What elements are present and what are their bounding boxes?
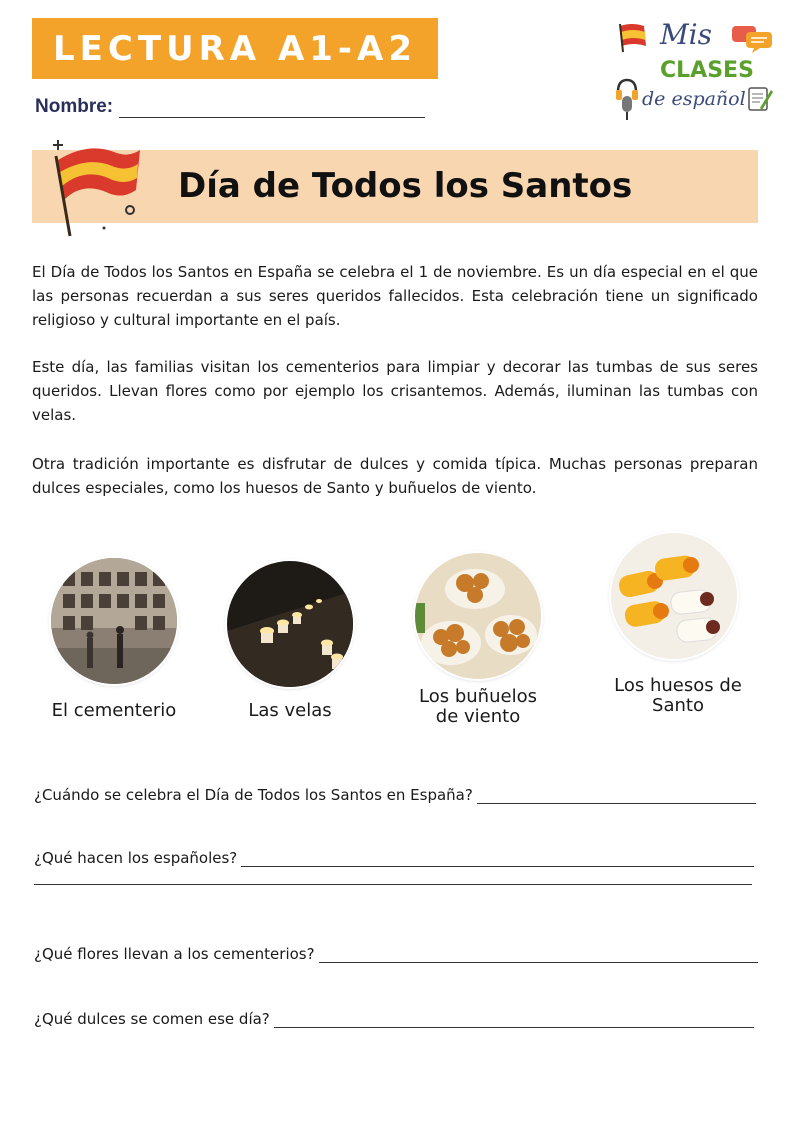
answer-line-2[interactable] [241,853,754,867]
question-2 [34,849,754,867]
caption-candles: Las velas [248,700,332,721]
candles-photo [227,561,353,687]
question-1 [34,786,756,804]
caption-bunuelos [400,687,556,727]
name-field [35,96,425,118]
caption-bunuelos-line2: de viento [435,706,521,727]
notepad-pencil-icon [746,84,774,114]
microphone-icon [614,76,640,122]
bunuelos-photo [415,553,541,679]
answer-line-3[interactable] [319,949,758,963]
level-badge-text: LECTURA A1-A2 [52,28,418,69]
caption-huesos-line1: Los huesos de [614,675,742,696]
spain-flag-icon [616,20,650,54]
name-label: Nombre: [35,96,114,117]
logo-de-espanol: de español [642,88,746,110]
paragraph-1: El Día de Todos los Santos en España se celebra el 1 de noviembre. Es un día especial en el que las personas recuerdan a sus seres queridos fallecidos. Esta celebración tiene un significado religioso y cultural importante en el país. [32,263,758,329]
speech-bubbles-icon [730,22,774,54]
paragraph-2: Este día, las familias visitan los cementerios para limpiar y decorar las tumbas de sus seres queridos. Llevan flores como por ejemplo los crisantemos. Además, iluminan las tumbas con velas. [32,358,758,424]
logo [612,18,777,130]
caption-huesos-line2: Santo [652,695,704,716]
answer-line-1[interactable] [477,790,756,804]
waving-spain-flag-icon [44,138,148,238]
name-blank-line[interactable] [119,100,425,118]
question-3 [34,945,758,963]
answer-line-2b[interactable] [34,884,752,885]
cemetery-photo [51,558,177,684]
question-4-text: ¿Qué dulces se comen ese día? [34,1010,270,1028]
caption-cemetery: El cementerio [51,700,177,721]
question-2-text: ¿Qué hacen los españoles? [34,849,238,867]
caption-huesos [600,676,756,716]
question-4 [34,1010,754,1028]
answer-line-4[interactable] [274,1014,754,1028]
paragraph-3: Otra tradición importante es disfrutar de dulces y comida típica. Muchas personas preparan dulces especiales, como los huesos de Santo y buñuelos de viento. [32,455,758,497]
logo-mis: Mis [660,18,712,51]
caption-bunuelos-line1: Los buñuelos [419,686,537,707]
question-3-text: ¿Qué flores llevan a los cementerios? [34,945,315,963]
question-1-text: ¿Cuándo se celebra el Día de Todos los Santos en España? [34,786,473,804]
logo-clases: CLASES [660,58,754,83]
huesos-de-santo-photo [611,533,737,659]
level-badge [32,18,438,79]
page-title: Día de Todos los Santos [178,166,633,206]
